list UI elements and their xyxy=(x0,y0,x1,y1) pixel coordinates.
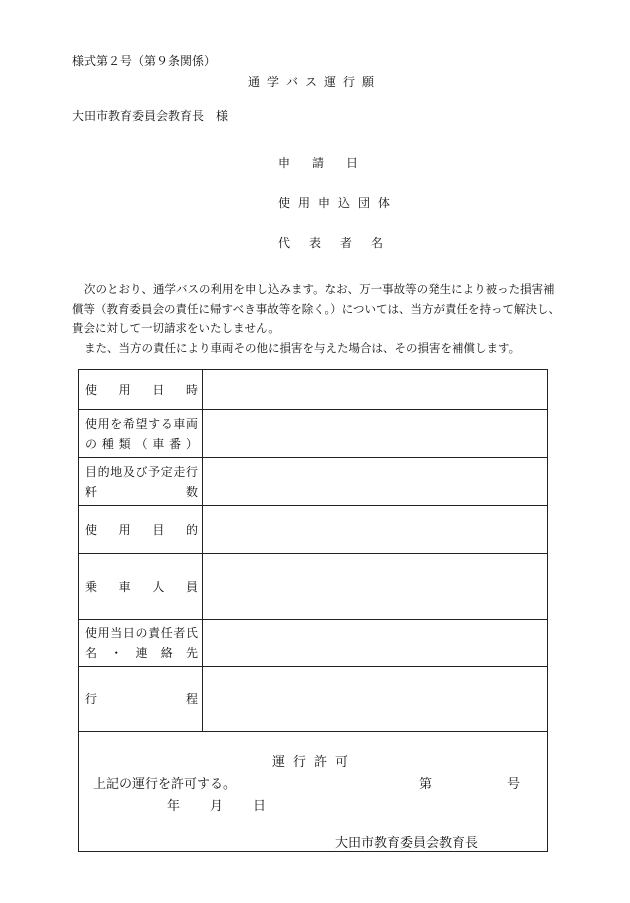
table-row xyxy=(79,506,548,554)
row-label-responsible-person: 使用当日の責任者氏名・連絡先 xyxy=(79,620,203,667)
table-row xyxy=(79,370,548,410)
pledge-paragraph-2: また、当方の責任により車両その他に損害を与えた場合は、その損害を補償します。 xyxy=(84,340,521,355)
row-label-purpose: 使用目的 xyxy=(79,506,203,554)
row-label-itinerary: 行程 xyxy=(79,667,203,732)
row-label-passengers: 乗車人員 xyxy=(79,554,203,620)
table-row xyxy=(79,667,548,732)
permit-day-label: 日 xyxy=(253,799,267,814)
permit-section xyxy=(78,731,548,852)
document-title: 通学バス運行願 xyxy=(248,75,382,89)
permit-signer: 大田市教育委員会教育長 xyxy=(335,836,479,851)
representative-name-label: 代表者名 xyxy=(278,236,403,250)
table-row xyxy=(79,620,548,667)
itinerary-field[interactable] xyxy=(203,667,548,732)
pledge-paragraph-1: 次のとおり、通学バスの利用を申し込みます。なお、万一事故等の発生により被った損害補償等（教育委員会の責任に帰すべき事故等を除く。）については、当方が責任を持って解決し、貴会に対して一切請求をいたしません。 xyxy=(72,282,561,335)
passengers-field[interactable] xyxy=(203,554,548,620)
applicant-organization-label: 使用申込団体 xyxy=(278,196,399,210)
row-label-vehicle-type: 使用を希望する車両の種類（車番） xyxy=(79,410,203,458)
table-row xyxy=(79,458,548,506)
addressee: 大田市教育委員会教育長 様 xyxy=(72,109,229,123)
usage-datetime-field[interactable] xyxy=(203,370,548,410)
permit-statement: 上記の運行を許可する。 xyxy=(93,777,237,792)
row-label-usage-datetime: 使用日時 xyxy=(79,370,203,410)
responsible-person-field[interactable] xyxy=(203,620,548,667)
permit-title: 運行許可 xyxy=(272,755,357,770)
vehicle-type-field[interactable] xyxy=(203,410,548,458)
destination-distance-field[interactable] xyxy=(203,458,548,506)
permit-number-prefix: 第 xyxy=(419,777,433,792)
table-row xyxy=(79,554,548,620)
permit-number-suffix: 号 xyxy=(507,777,521,792)
table-row xyxy=(79,410,548,458)
row-label-destination-distance: 目的地及び予定走行粁数 xyxy=(79,458,203,506)
permit-year-label: 年 xyxy=(167,799,181,814)
purpose-field[interactable] xyxy=(203,506,548,554)
form-id: 様式第２号（第９条関係） xyxy=(72,54,217,68)
permit-month-label: 月 xyxy=(210,799,224,814)
usage-table xyxy=(78,369,548,732)
pledge-text xyxy=(72,280,562,358)
application-date-label: 申請日 xyxy=(278,156,381,170)
